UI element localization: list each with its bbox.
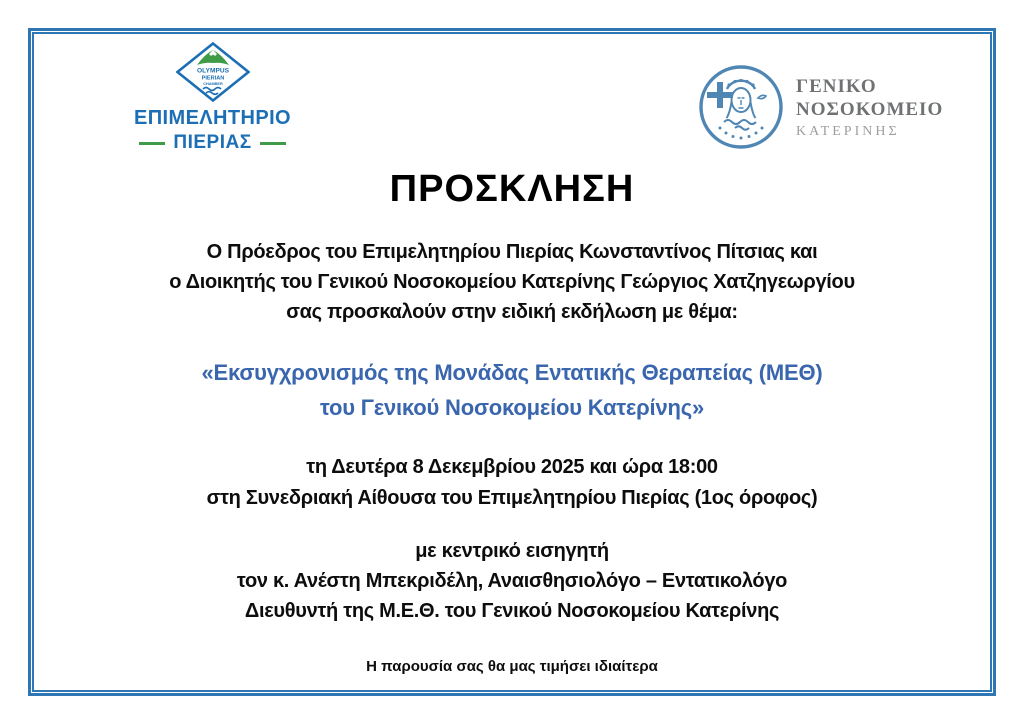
chamber-logo (130, 42, 295, 154)
chamber-name-line2: ΠΙΕΡΙΑΣ (173, 132, 252, 153)
date-line: τη Δευτέρα 8 Δεκεμβρίου 2025 και ώρα 18:00 (306, 456, 718, 478)
speaker-line: με κεντρικό εισηγητή (415, 540, 609, 562)
intro-paragraph (62, 237, 962, 327)
hospital-name-line3: ΚΑΤΕΡΙΝΗΣ (796, 123, 900, 139)
chamber-name-line2-row (130, 132, 295, 154)
hospital-logo (698, 62, 943, 152)
svg-text:PIERIAN: PIERIAN (201, 75, 224, 82)
venue-line: στη Συνεδριακή Αίθουσα του Επιμελητηρίου Πιερίας (1ος όροφος) (206, 487, 818, 509)
hospital-emblem-icon (698, 62, 784, 152)
svg-text:OLYMPUS: OLYMPUS (196, 67, 229, 75)
date-venue (62, 452, 962, 514)
speaker-line: Διευθυντή της Μ.Ε.Θ. του Γενικού Νοσοκομείου Κατερίνης (244, 600, 780, 622)
olympus-pierian-chamber-badge-icon (176, 42, 250, 102)
theme-line: του Γενικού Νοσοκομείου Κατερίνης» (319, 395, 705, 420)
hospital-name-line2: ΝΟΣΟΚΟΜΕΙΟ (796, 98, 944, 120)
speaker-paragraph (62, 536, 962, 626)
event-theme (62, 355, 962, 425)
invitation-title: ΠΡΟΣΚΛΗΣΗ (389, 168, 635, 210)
intro-line: σας προσκαλούν στην ειδική εκδήλωση με θέμα: (286, 301, 738, 323)
invitation-body (62, 168, 962, 675)
green-dash-left (139, 142, 165, 145)
closing-line: Η παρουσία σας θα μας τιμήσει ιδιαίτερα (366, 658, 658, 675)
hospital-name-line1: ΓΕΝΙΚΟ (796, 75, 877, 97)
chamber-name-line1: ΕΠΙΜΕΛΗΤΗΡΙΟ (133, 107, 292, 129)
green-dash-right (260, 142, 286, 145)
intro-line: ο Διοικητής του Γενικού Νοσοκομείου Κατερίνης Γεώργιος Χατζηγεωργίου (169, 271, 855, 293)
speaker-line: τον κ. Ανέστη Μπεκριδέλη, Αναισθησιολόγο – Εντατικολόγο (236, 570, 788, 592)
intro-line: Ο Πρόεδρος του Επιμελητηρίου Πιερίας Κωνσταντίνος Πίτσιας και (206, 241, 818, 263)
svg-text:CHAMBER: CHAMBER (202, 82, 223, 86)
theme-line: «Εκσυγχρονισμός της Μονάδας Εντατικής Θεραπείας (ΜΕΘ) (201, 360, 823, 385)
hospital-wordmark (796, 75, 943, 140)
